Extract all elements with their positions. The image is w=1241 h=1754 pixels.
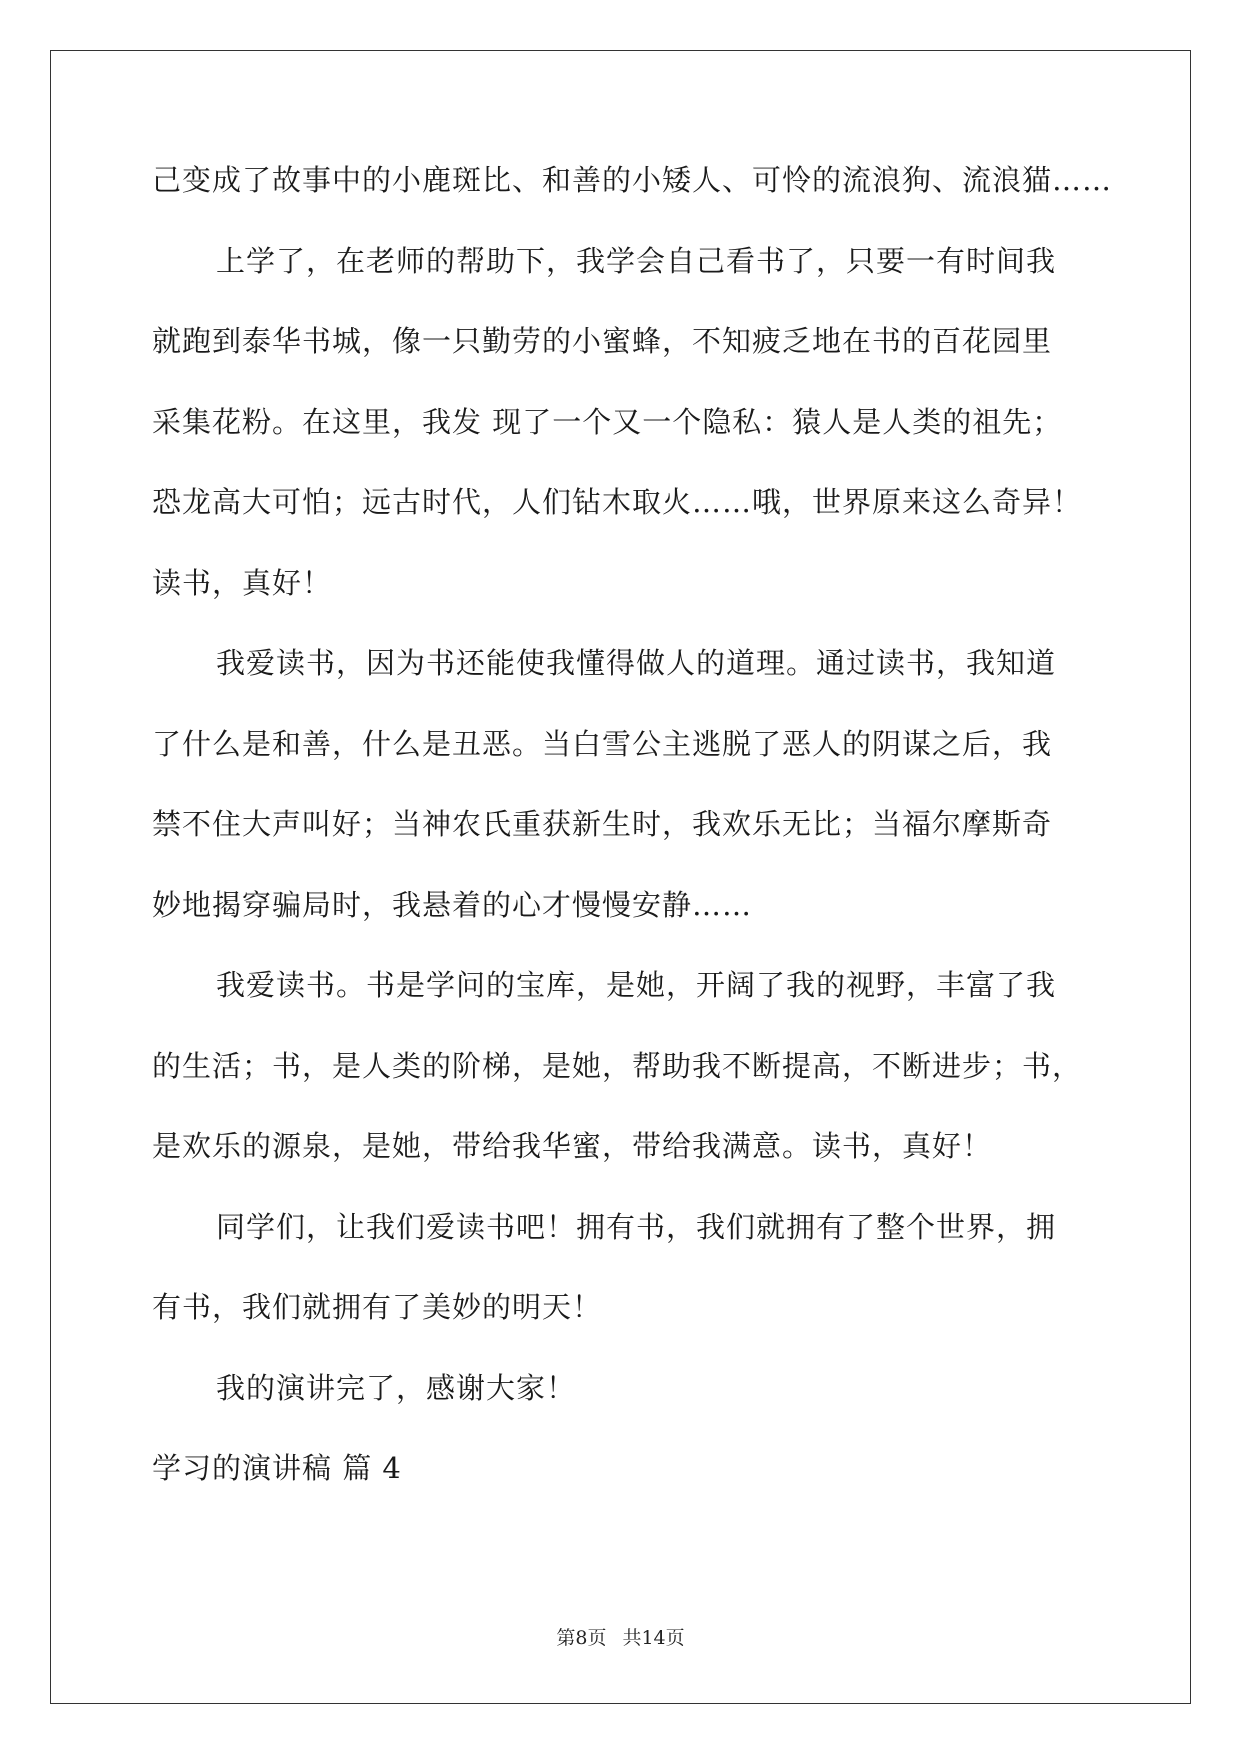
- text-line: 有书，我们就拥有了美妙的明天！: [152, 1290, 603, 1324]
- page-number: 第8页: [556, 1627, 607, 1649]
- text-line: 禁不住大声叫好；当神农氏重获新生时，我欢乐无比；当福尔摩斯奇: [152, 807, 1053, 841]
- document-body: [152, 160, 1113, 1488]
- paragraph-start-line: 我爱读书，因为书还能使我懂得做人的道理。通过读书，我知道: [216, 646, 1057, 680]
- paragraph-start-line: 我的演讲完了，感谢大家！: [216, 1370, 577, 1405]
- text-line: 恐龙高大可怕；远古时代，人们钻木取火……哦，世界原来这么奇异！: [152, 485, 1083, 519]
- text-line: 采集花粉。在这里，我发 现了一个又一个隐私：猿人是人类的祖先；: [152, 404, 1063, 439]
- text-line: 就跑到泰华书城，像一只勤劳的小蜜蜂，不知疲乏地在书的百花园里: [152, 324, 1053, 358]
- page-footer: [0, 1625, 1241, 1651]
- paragraph-start-line: 上学了，在老师的帮助下，我学会自己看书了，只要一有时间我: [216, 243, 1057, 278]
- text-line: 是欢乐的源泉，是她，带给我华蜜，带给我满意。读书，真好！: [152, 1129, 993, 1163]
- text-line: 妙地揭穿骗局时，我悬着的心才慢慢安静……: [152, 887, 753, 922]
- text-line: 读书，真好！: [152, 565, 333, 600]
- total-pages: 共14页: [622, 1627, 685, 1649]
- text-line: 己变成了故事中的小鹿斑比、和善的小矮人、可怜的流浪狗、流浪猫……: [152, 163, 1113, 197]
- text-line: 的生活；书，是人类的阶梯，是她，帮助我不断提高，不断进步；书，: [152, 1048, 1083, 1083]
- text-line: 了什么是和善，什么是丑恶。当白雪公主逃脱了恶人的阴谋之后，我: [152, 726, 1053, 761]
- paragraph-start-line: 同学们，让我们爱读书吧！拥有书，我们就拥有了整个世界，拥: [216, 1209, 1057, 1244]
- paragraph-start-line: 我爱读书。书是学问的宝库，是她，开阔了我的视野，丰富了我: [216, 968, 1057, 1002]
- section-heading: 学习的演讲稿 篇 4: [152, 1451, 402, 1485]
